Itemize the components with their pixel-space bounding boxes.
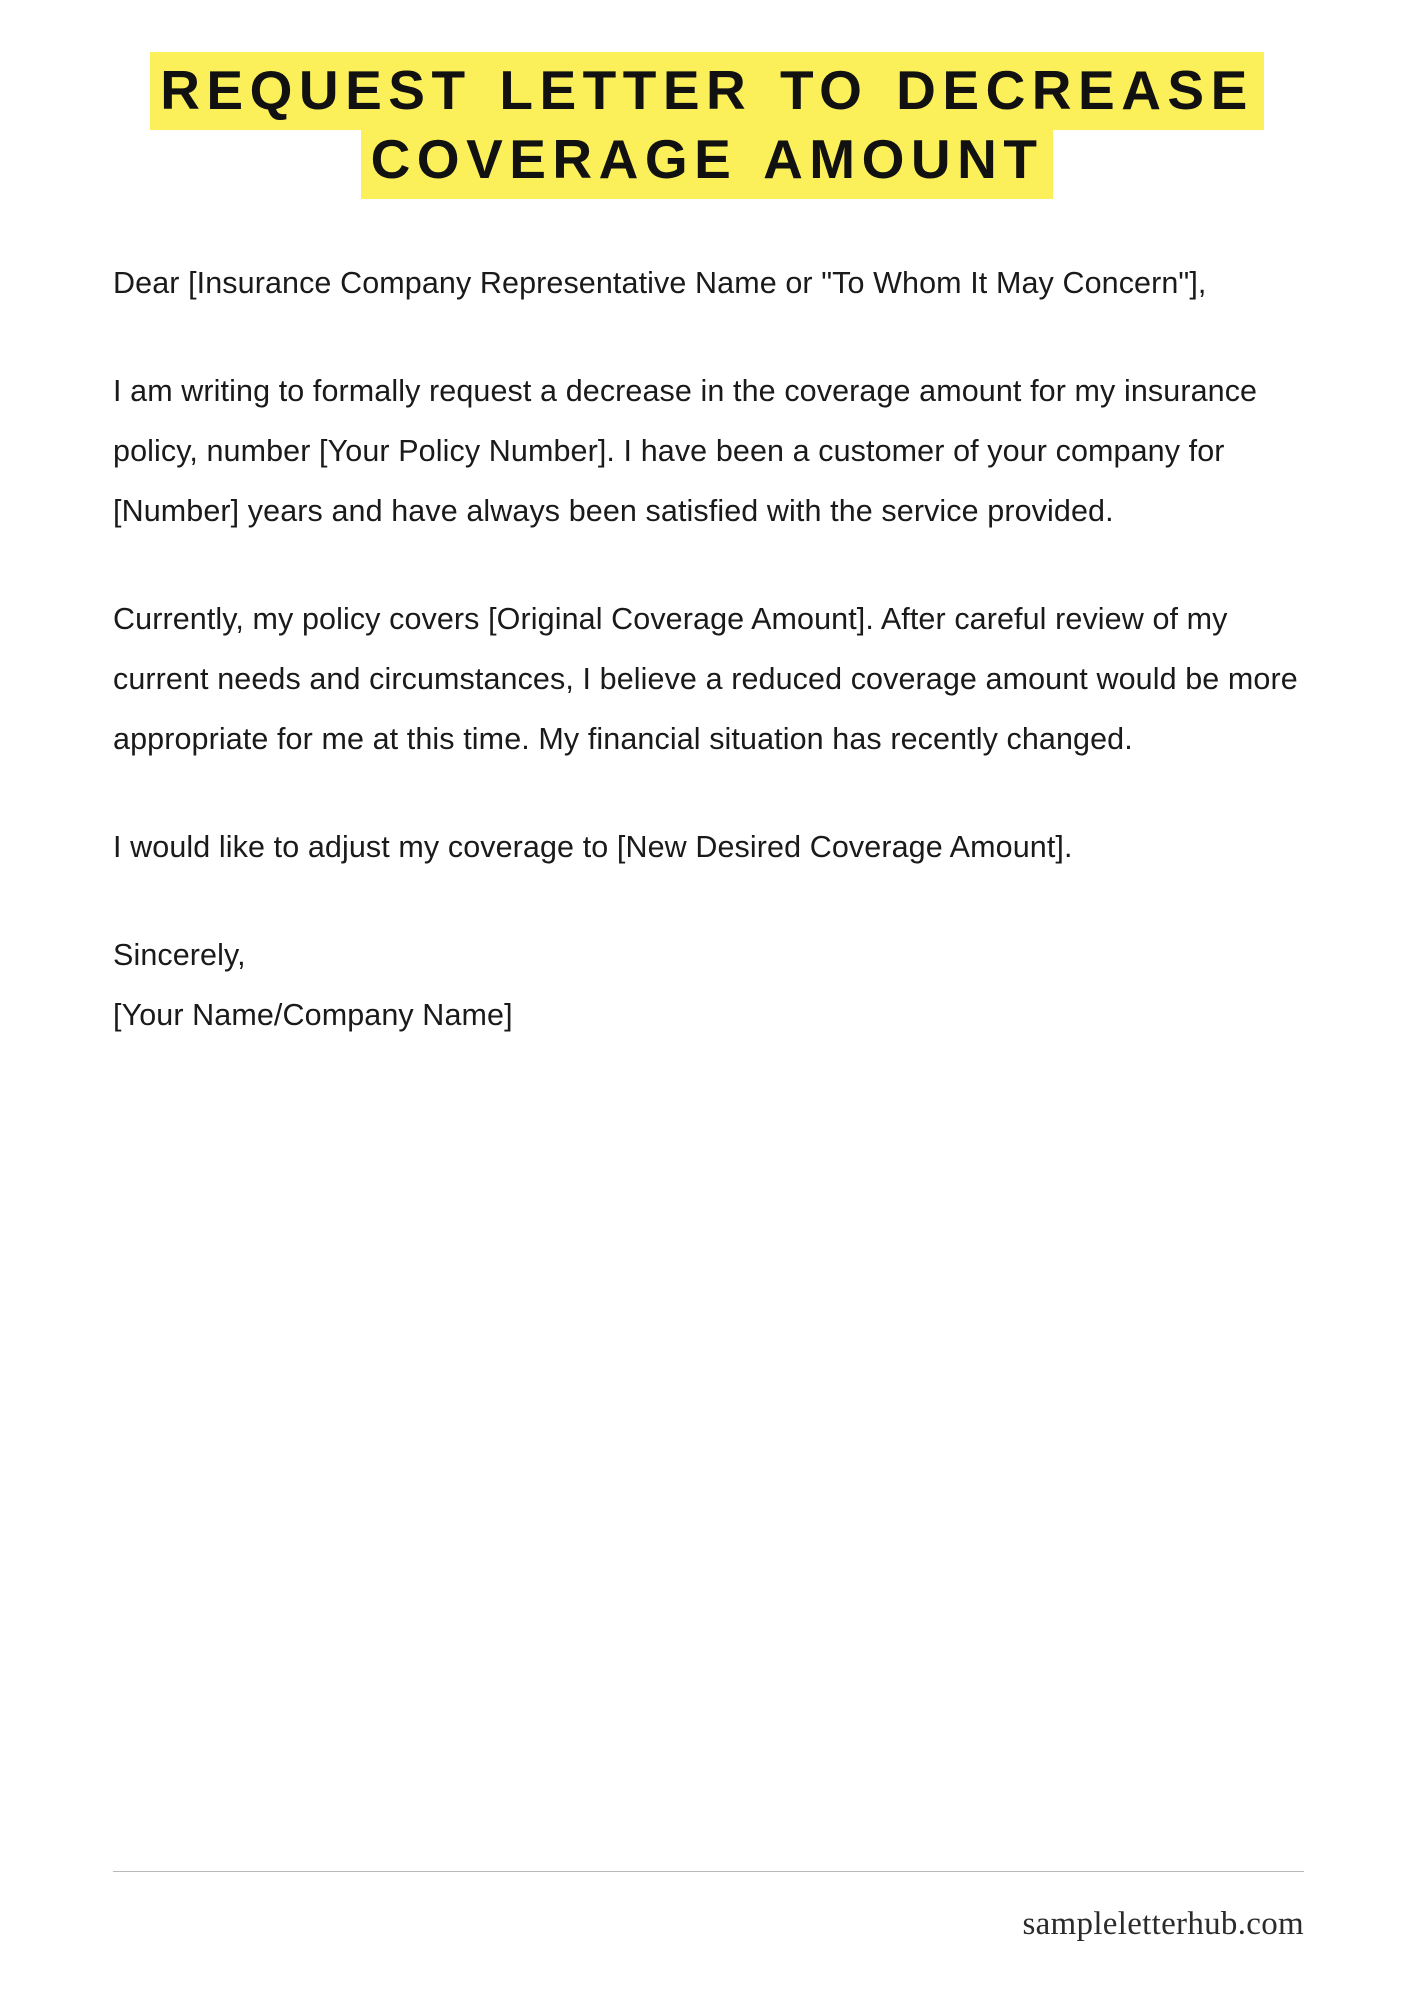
letter-paragraph-2: Currently, my policy covers [Original Coverage Amount]. After careful review of my current needs and circumstances, I believe a reduced coverage amount would be more appropriate for me at this time. My financial situation has recently changed. [113,601,1307,757]
letter-body [0,195,1414,1046]
title-block [0,0,1414,195]
letter-closing: Sincerely, [113,938,246,973]
page-title-line-2: COVERAGE AMOUNT [361,121,1054,199]
footer-website: sampleletterhub.com [1022,1905,1304,1942]
letter-salutation: Dear [Insurance Company Representative Name or "To Whom It May Concern"], [113,265,1207,300]
letter-signature: [Your Name/Company Name] [113,998,513,1033]
page-title-line-1: REQUEST LETTER TO DECREASE [150,52,1264,130]
letter-paragraph-3: I would like to adjust my coverage to [New Desired Coverage Amount]. [113,830,1073,865]
page-footer [113,1871,1304,1942]
page-title [110,56,1304,195]
footer-divider [113,1871,1304,1872]
letter-paragraph-1: I am writing to formally request a decrease in the coverage amount for my insurance policy, number [Your Policy Number]. I have been a customer of your company for [Number] years and have always been satisfied with the service provided. [113,373,1266,528]
